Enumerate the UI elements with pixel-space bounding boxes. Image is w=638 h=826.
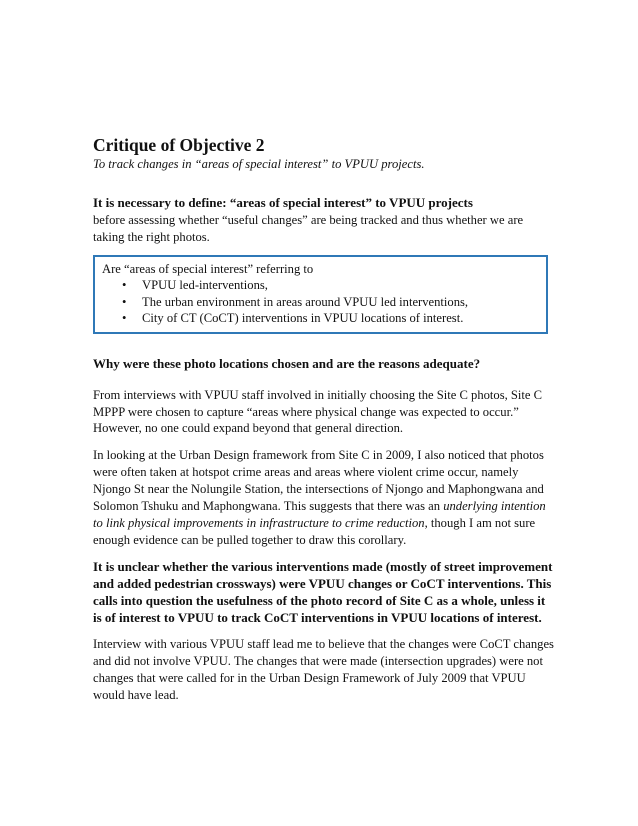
list-item-text: VPUU led-interventions, bbox=[142, 278, 268, 293]
definition-text: before assessing whether “useful changes” are being tracked and thus whether we are taking the right photos. bbox=[93, 212, 524, 244]
paragraph-text: In looking at the Urban Design framework from Site C in 2009, I also noticed that photos were often taken at hotspot crime areas and areas where violent crime occur, namely Njongo St near the Nolungile Station, the intersections of Njongo and Maphongwana and Solomon Tshuku and Maphongwana. This suggests that there was an bbox=[93, 448, 544, 514]
paragraph-unclear-interventions: It is unclear whether the various interventions made (mostly of street improvement and added pedestrian crossways) were VPUU changes or CoCT interventions. This calls into question the usefulness of the photo record of Site C as a whole, unless it is of interest to VPUU to track CoCT interventions in VPUU locations of interest. bbox=[93, 558, 553, 625]
document-subtitle: To track changes in “areas of special interest” to VPUU projects. bbox=[93, 157, 425, 171]
italic-emphasis: underlying intention to link physical improvements in infrastructure to crime reduction bbox=[93, 499, 546, 530]
bullet-icon: • bbox=[122, 294, 127, 309]
bullet-icon: • bbox=[122, 311, 127, 326]
spacer bbox=[93, 373, 555, 387]
list-item bbox=[102, 310, 546, 327]
definition-bold-text: It is necessary to define: “areas of special interest” to VPUU projects bbox=[93, 195, 473, 210]
callout-box bbox=[93, 255, 548, 334]
bullet-icon: • bbox=[122, 278, 127, 293]
list-item bbox=[102, 294, 546, 311]
list-item-text: City of CT (CoCT) interventions in VPUU locations of interest. bbox=[142, 311, 464, 326]
paragraph-staff-interview: Interview with various VPUU staff lead me to believe that the changes were CoCT changes and did not involve VPUU. The changes that were made (intersection upgrades) were not changes that were called for in the Urban Design Framework of July 2009 that VPUU would have lead. bbox=[93, 637, 554, 703]
spacer bbox=[93, 173, 555, 195]
spacer bbox=[93, 334, 555, 356]
paragraph-interviews: From interviews with VPUU staff involved in initially choosing the Site C photos, Site C MPPP were chosen to capture “areas where physical change was expected to occur.” However, no one could expand beyond that general direction. bbox=[93, 387, 543, 436]
paragraph-text: , though I am not sure enough evidence can be pulled together to draw this corollary. bbox=[93, 515, 536, 547]
paragraph-urban-design bbox=[93, 447, 555, 548]
definition-paragraph bbox=[93, 195, 555, 246]
callout-list bbox=[102, 277, 546, 327]
document-body bbox=[93, 134, 555, 704]
list-item bbox=[102, 277, 546, 294]
spacer bbox=[93, 437, 555, 447]
list-item-text: The urban environment in areas around VPUU led interventions, bbox=[142, 294, 469, 309]
document-title: Critique of Objective 2 bbox=[93, 135, 265, 155]
spacer bbox=[93, 626, 555, 636]
section-question: Why were these photo locations chosen and are the reasons adequate? bbox=[93, 355, 481, 371]
spacer bbox=[93, 549, 555, 559]
callout-intro: Are “areas of special interest” referring to bbox=[102, 261, 314, 276]
